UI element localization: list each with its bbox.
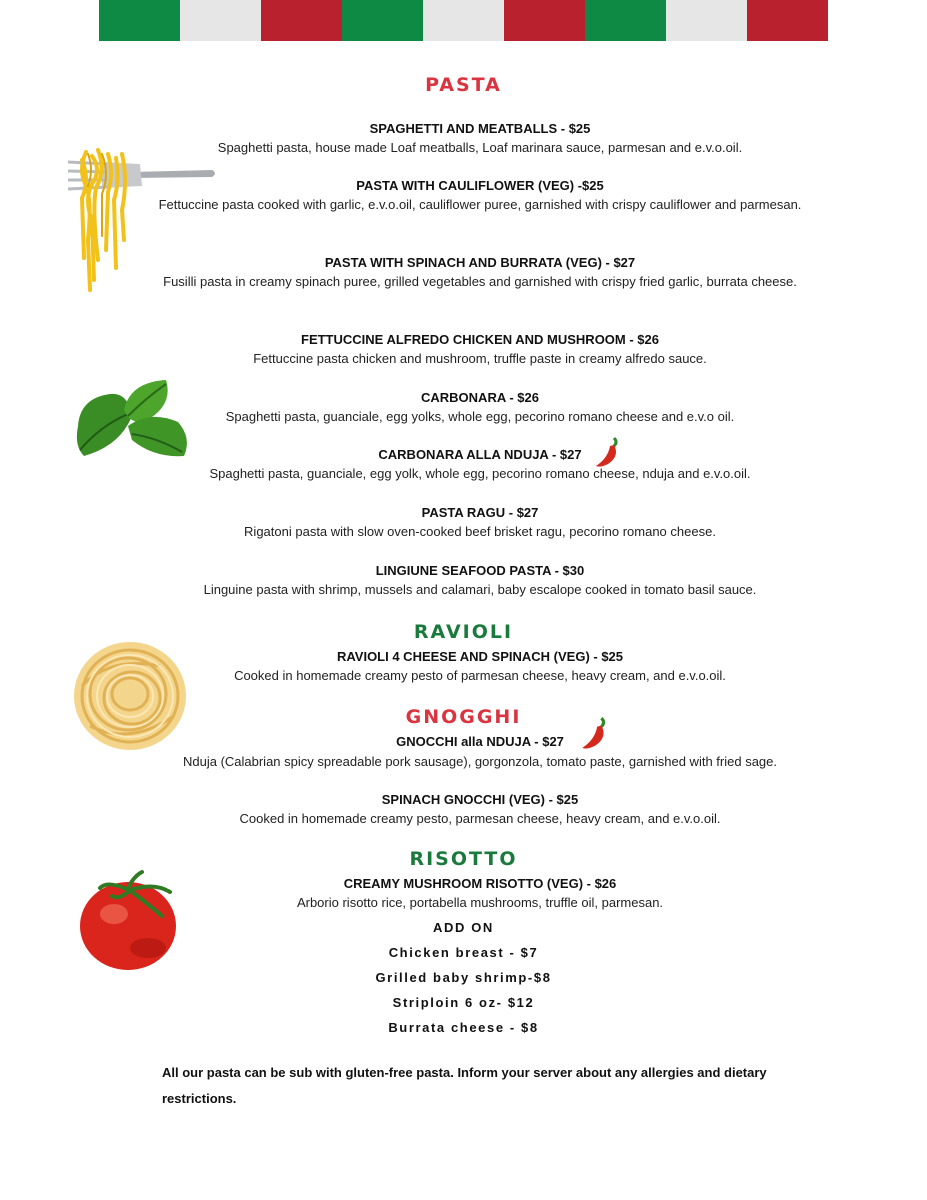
menu-item-description: Rigatoni pasta with slow oven-cooked beef brisket ragu, pecorino romano cheese.	[244, 524, 716, 539]
menu-item-description: Spaghetti pasta, house made Loaf meatballs, Loaf marinara sauce, parmesan and e.v.o.oil.	[217, 140, 743, 155]
menu-item	[145, 120, 815, 157]
banner-segment	[504, 0, 585, 41]
banner-segment	[747, 0, 828, 41]
menu-item-description: Cooked in homemade creamy pesto of parmesan cheese, heavy cream, and e.v.o.oil.	[234, 668, 726, 683]
section-heading-ravioli: RAVIOLI	[413, 621, 514, 643]
section-heading-risotto: RISOTTO	[409, 848, 518, 870]
menu-item-title: PASTA RAGU - $27	[421, 505, 539, 520]
banner-segment	[666, 0, 747, 41]
menu-item-title: CARBONARA - $26	[421, 390, 539, 405]
menu-item-description: Fettuccine pasta chicken and mushroom, truffle paste in creamy alfredo sauce.	[253, 351, 707, 366]
addon-item: Burrata cheese - $8	[388, 1020, 539, 1035]
banner-segment	[423, 0, 504, 41]
menu-item-description: Arborio risotto rice, portabella mushrooms, truffle oil, parmesan.	[296, 895, 664, 910]
addon-item: Striploin 6 oz- $12	[392, 995, 535, 1010]
menu-item-title: FETTUCCINE ALFREDO CHICKEN AND MUSHROOM - $26	[301, 332, 659, 347]
section-heading-pasta: PASTA	[425, 74, 502, 96]
section-heading-gnocchi: GNOGGHI	[405, 706, 522, 728]
flag-banner	[99, 0, 828, 41]
banner-segment	[180, 0, 261, 41]
menu-item-title: LINGIUNE SEAFOOD PASTA - $30	[375, 563, 585, 578]
menu-item	[145, 504, 815, 541]
menu-item	[145, 875, 815, 912]
menu-item	[145, 389, 815, 426]
menu-item-title: RAVIOLI 4 CHEESE AND SPINACH (VEG) - $25	[336, 649, 624, 664]
banner-segment	[99, 0, 180, 41]
banner-segment	[261, 0, 342, 41]
menu-item-description: Fusilli pasta in creamy spinach puree, grilled vegetables and garnished with crispy fried garlic, burrata cheese.	[163, 274, 797, 289]
menu-item-description: Nduja (Calabrian spicy spreadable pork sausage), gorgonzola, tomato paste, garnished with fried sage.	[182, 754, 777, 769]
menu-item	[145, 648, 815, 685]
menu-item	[145, 446, 815, 483]
menu-item-title: PASTA WITH SPINACH AND BURRATA (VEG) - $27	[324, 255, 636, 270]
menu-item-title: SPAGHETTI AND MEATBALLS - $25	[369, 121, 591, 136]
menu-item-title: CREAMY MUSHROOM RISOTTO (VEG) - $26	[343, 876, 617, 891]
menu-item	[145, 562, 815, 599]
menu-item	[145, 791, 815, 828]
menu-item-description: Fettuccine pasta cooked with garlic, e.v.o.oil, cauliflower puree, garnished with crispy cauliflower and parmesan.	[158, 197, 802, 212]
menu-item	[145, 331, 815, 368]
addon-item: Chicken breast - $7	[388, 945, 539, 960]
menu-item	[145, 254, 815, 291]
footer-note: All our pasta can be sub with gluten-free pasta. Inform your server about any allergies and dietary restrictions.	[162, 1065, 767, 1106]
addon-title: ADD ON	[433, 920, 494, 935]
menu-item	[145, 733, 815, 750]
menu-item-title: GNOCCHI alla NDUJA - $27	[396, 734, 564, 749]
menu-item-description: Linguine pasta with shrimp, mussels and calamari, baby escalope cooked in tomato basil sauce.	[203, 582, 757, 597]
banner-segment	[585, 0, 666, 41]
menu-item-title: CARBONARA ALLA NDUJA - $27	[378, 447, 582, 462]
menu-item	[145, 177, 815, 214]
addon-item: Grilled baby shrimp-$8	[375, 970, 552, 985]
menu-item-title: SPINACH GNOCCHI (VEG) - $25	[381, 792, 579, 807]
menu-item-title: PASTA WITH CAULIFLOWER (VEG) -$25	[356, 178, 604, 193]
menu-item-description-wide	[130, 751, 830, 771]
menu-item-description: Cooked in homemade creamy pesto, parmesan cheese, heavy cream, and e.v.o.oil.	[239, 811, 721, 826]
menu-item-description: Spaghetti pasta, guanciale, egg yolks, whole egg, pecorino romano cheese and e.v.o oil.	[225, 409, 735, 424]
banner-segment	[342, 0, 423, 41]
menu-item-description: Spaghetti pasta, guanciale, egg yolk, whole egg, pecorino romano cheese, nduja and e.v.o.oil.	[209, 466, 751, 481]
